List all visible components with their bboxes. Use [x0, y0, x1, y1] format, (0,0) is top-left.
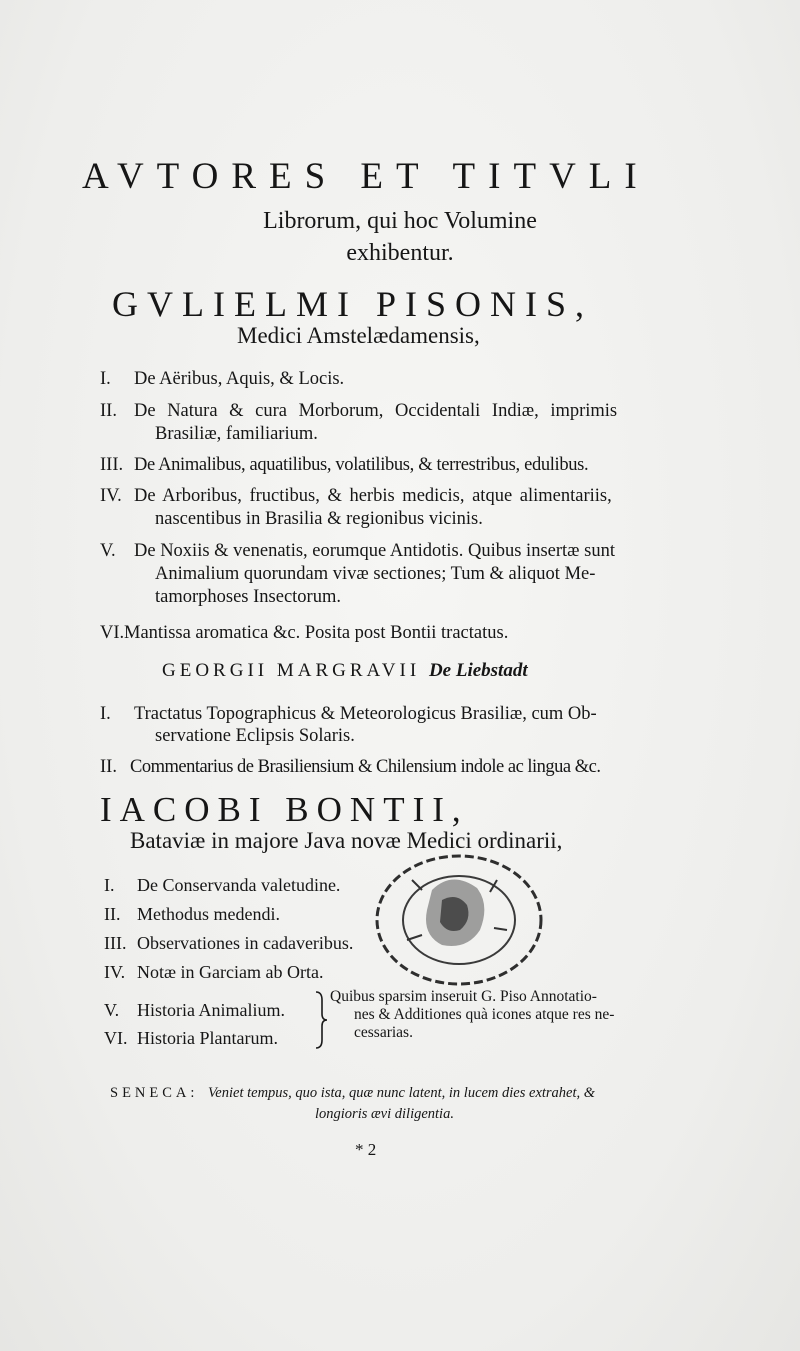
- author-bontius-role: Bataviæ in majore Java novæ Medici ordinarii,: [130, 828, 563, 853]
- seneca-quote-line-1: [110, 1085, 595, 1102]
- piso-item-1: [100, 368, 670, 392]
- item-number: II.: [100, 757, 117, 777]
- item-text: nascentibus in Brasilia & regionibus vicinis.: [155, 509, 483, 529]
- book-page: AVTORES ET TITVLI Librorum, qui hoc Volumine exhibentur. GVLIELMI PISONIS, Medici Amstelædamensis, I. De Aëribus, Aquis, & Locis. II. De Natura & cura Morborum, Occidentali Indiæ, imprimis Brasiliæ, familiarium. III. De Animalibus, aquatilibus, volatilibus, & terrestribus, edulibus. IV. De Arboribus, fructibus, & herbis medicis, atque alimentariis, nascentibus in Brasilia & regionibus vicinis. V. De Noxiis & venenatis, eorumque Antidotis. Quibus insertæ sunt Animalium quorundam vivæ sectiones; Tum & aliquot Me- tamorphoses Insectorum. VI. Mantissa aromatica &c. Posita post Bontii tractatus. GEORGII MARGRAVII De Liebstadt I. Tractatus Topographicus & Meteorologicus Brasiliæ, cum Ob- servatione Eclipsis Solaris. II. Commentarius de Brasiliensium & Chilensium indole ac lingua &c. IACOBI BONTII, Bataviæ in majore Java novæ Medici ordinarii, I. De Conservanda valetudine. II. Methodus medendi. III. Observationes in cadaveribus. IV. Notæ in Garciam ab Orta. V. Historia Animalium. VI. Historia Plantarum. Quibus sparsim inseruit G. Piso Annotatio- nes & Additiones quà icones atque res ne- cessarias. SENECA: Veniet tempus, quo ista, quæ nunc latent, in lucem dies extrahet, & longioris ævi diligentia. * 2: [0, 0, 800, 1351]
- piso-item-4: [100, 485, 670, 533]
- library-stamp-icon: [372, 850, 547, 990]
- seneca-quote-line-2: longioris ævi diligentia.: [315, 1106, 454, 1122]
- author-margravius-suffix: De Liebstadt: [428, 660, 528, 681]
- margravius-item-1: [100, 703, 670, 751]
- item-text: De Animalibus, aquatilibus, volatilibus, & terrestribus, edulibus.: [134, 455, 589, 475]
- page-title: AVTORES ET TITVLI: [82, 156, 650, 197]
- author-margravius-label: GEORGII MARGRAVII: [162, 660, 421, 681]
- item-number: V.: [100, 541, 116, 561]
- bontius-annotation-note: Quibus sparsim inseruit G. Piso Annotatio- nes & Additiones quà icones atque res ne- cessarias.: [330, 988, 615, 1041]
- item-number: III.: [100, 455, 124, 475]
- item-text: Animalium quorundam vivæ sectiones; Tum & aliquot Me-: [155, 564, 596, 584]
- signature-mark: * 2: [355, 1140, 377, 1159]
- item-text: De Arboribus, fructibus, & herbis medicis, atque alimentariis,: [134, 486, 612, 506]
- author-piso-name: GVLIELMI PISONIS,: [112, 284, 593, 324]
- item-number: VI.: [100, 623, 125, 643]
- item-number: I.: [100, 704, 111, 724]
- author-piso-role: Medici Amstelædamensis,: [237, 323, 480, 348]
- author-bontius-name: IACOBI BONTII,: [100, 790, 469, 829]
- piso-item-3: [100, 454, 670, 478]
- item-text: De Natura & cura Morborum, Occidentali Indiæ, imprimis: [134, 401, 618, 421]
- item-text: De Aëribus, Aquis, & Locis.: [134, 369, 345, 389]
- author-margravius-name: [162, 660, 528, 682]
- item-text: Brasiliæ, familiarium.: [155, 424, 318, 444]
- item-text: De Noxiis & venenatis, eorumque Antidotis. Quibus insertæ sunt: [134, 541, 615, 561]
- piso-item-5: [100, 540, 670, 612]
- item-text: Commentarius de Brasiliensium & Chilensium indole ac lingua &c.: [130, 757, 601, 777]
- margravius-item-2: [100, 756, 670, 780]
- item-text: servatione Eclipsis Solaris.: [155, 726, 355, 746]
- item-text: Tractatus Topographicus & Meteorologicus Brasiliæ, cum Ob-: [134, 704, 597, 724]
- seneca-label: SENECA:: [110, 1085, 199, 1101]
- piso-item-6: [100, 622, 670, 646]
- curly-brace-icon: [312, 990, 330, 1050]
- subtitle-line-1: Librorum, qui hoc Volumine: [263, 208, 537, 234]
- subtitle-line-2: exhibentur.: [346, 240, 454, 266]
- item-number: II.: [100, 401, 117, 421]
- item-number: IV.: [100, 486, 122, 506]
- item-text: Mantissa aromatica &c. Posita post Bontii tractatus.: [124, 623, 509, 643]
- seneca-quote-text: Veniet tempus, quo ista, quæ nunc latent, in lucem dies extrahet, &: [208, 1085, 596, 1101]
- item-text: tamorphoses Insectorum.: [155, 587, 341, 607]
- piso-item-2: [100, 400, 670, 448]
- item-number: I.: [100, 369, 111, 389]
